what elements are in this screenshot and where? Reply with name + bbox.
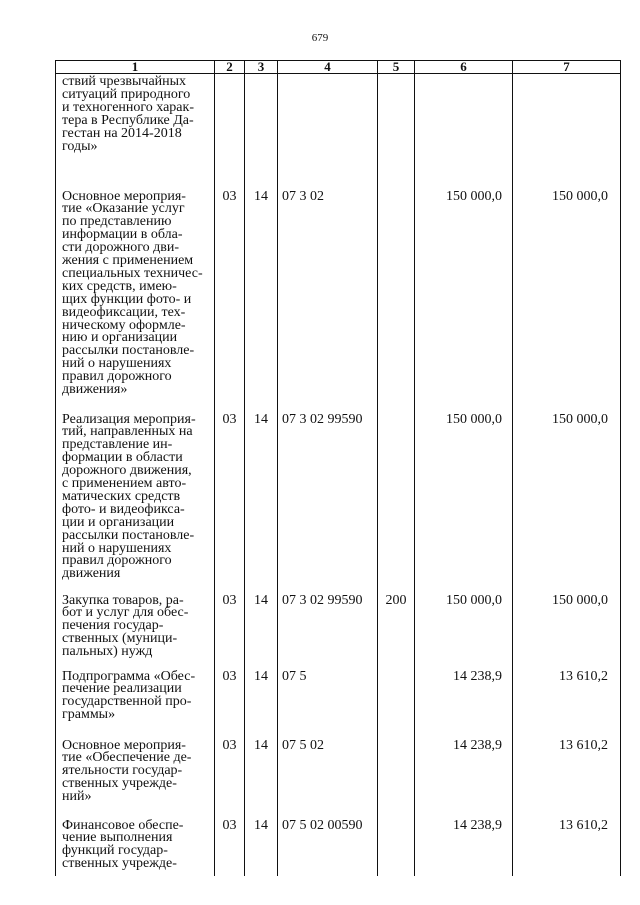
table-row	[56, 187, 621, 410]
table-row	[56, 74, 621, 187]
row-section: 03	[215, 187, 245, 410]
row-sum-1	[415, 74, 513, 187]
row-target-code: 07 3 02	[278, 187, 378, 410]
row-sum-1: 150 000,0	[415, 187, 513, 410]
row-subsection: 14	[245, 816, 278, 876]
col-header-3: 3	[245, 61, 278, 74]
row-section: 03	[215, 410, 245, 591]
row-sum-1: 150 000,0	[415, 410, 513, 591]
page-number: 679	[311, 32, 329, 44]
row-expense-type	[378, 410, 415, 591]
row-target-code: 07 3 02 99590	[278, 410, 378, 591]
row-sum-1: 14 238,9	[415, 667, 513, 736]
table-row	[56, 816, 621, 876]
row-sum-2: 13 610,2	[513, 816, 621, 876]
budget-table	[55, 60, 621, 876]
row-name: Основное мероприя- тие «Оказание услуг по представлению информации в обла- сти дорожного дви- жения с применением специальных техничес- ких средств, имею- щих функции фото- и видеофиксации, тех- ническому оформле- нию и организации рассылки постановле- ний о нарушениях правил дорожного движения»	[56, 187, 215, 410]
row-subsection: 14	[245, 667, 278, 736]
row-target-code: 07 5 02 00590	[278, 816, 378, 876]
row-sum-2: 13 610,2	[513, 736, 621, 816]
row-expense-type	[378, 74, 415, 187]
row-sum-1: 14 238,9	[415, 736, 513, 816]
row-target-code	[278, 74, 378, 187]
header-row	[56, 61, 621, 74]
row-subsection: 14	[245, 591, 278, 667]
row-target-code: 07 5 02	[278, 736, 378, 816]
table-row	[56, 736, 621, 816]
row-sum-2: 13 610,2	[513, 667, 621, 736]
row-section: 03	[215, 816, 245, 876]
row-expense-type	[378, 736, 415, 816]
row-expense-type	[378, 816, 415, 876]
row-subsection: 14	[245, 410, 278, 591]
col-header-4: 4	[278, 61, 378, 74]
col-header-7: 7	[513, 61, 621, 74]
row-sum-2: 150 000,0	[513, 187, 621, 410]
row-sum-2: 150 000,0	[513, 410, 621, 591]
row-sum-1: 150 000,0	[415, 591, 513, 667]
row-subsection	[245, 74, 278, 187]
col-header-1: 1	[56, 61, 215, 74]
table-row	[56, 410, 621, 591]
col-header-5: 5	[378, 61, 415, 74]
table-row	[56, 667, 621, 736]
row-sum-1: 14 238,9	[415, 816, 513, 876]
row-expense-type	[378, 667, 415, 736]
row-name: Основное мероприя- тие «Обеспечение де- ятельности государ- ственных учрежде- ний»	[56, 736, 215, 816]
row-target-code: 07 5	[278, 667, 378, 736]
row-name: ствий чрезвычайных ситуаций природного и техногенного харак- тера в Республике Да- гестан на 2014-2018 годы»	[56, 74, 215, 187]
row-target-code: 07 3 02 99590	[278, 591, 378, 667]
row-section: 03	[215, 736, 245, 816]
row-section: 03	[215, 591, 245, 667]
row-expense-type	[378, 187, 415, 410]
col-header-2: 2	[215, 61, 245, 74]
col-header-6: 6	[415, 61, 513, 74]
row-section: 03	[215, 667, 245, 736]
row-sum-2	[513, 74, 621, 187]
row-name: Закупка товаров, ра- бот и услуг для обес- печения государ- ственных (муници- пальных) нужд	[56, 591, 215, 667]
row-name: Финансовое обеспе- чение выполнения функций государ- ственных учрежде-	[56, 816, 215, 876]
row-name: Реализация мероприя- тий, направленных на представление ин- формации в области дорожного движения, с применением авто- матических средств фото- и видеофикса- ции и организации рассылки постановле- ний о нарушениях правил дорожного движения	[56, 410, 215, 591]
table-row	[56, 591, 621, 667]
row-section	[215, 74, 245, 187]
row-name: Подпрограмма «Обес- печение реализации государственной про- граммы»	[56, 667, 215, 736]
row-subsection: 14	[245, 736, 278, 816]
row-subsection: 14	[245, 187, 278, 410]
row-sum-2: 150 000,0	[513, 591, 621, 667]
row-expense-type: 200	[378, 591, 415, 667]
